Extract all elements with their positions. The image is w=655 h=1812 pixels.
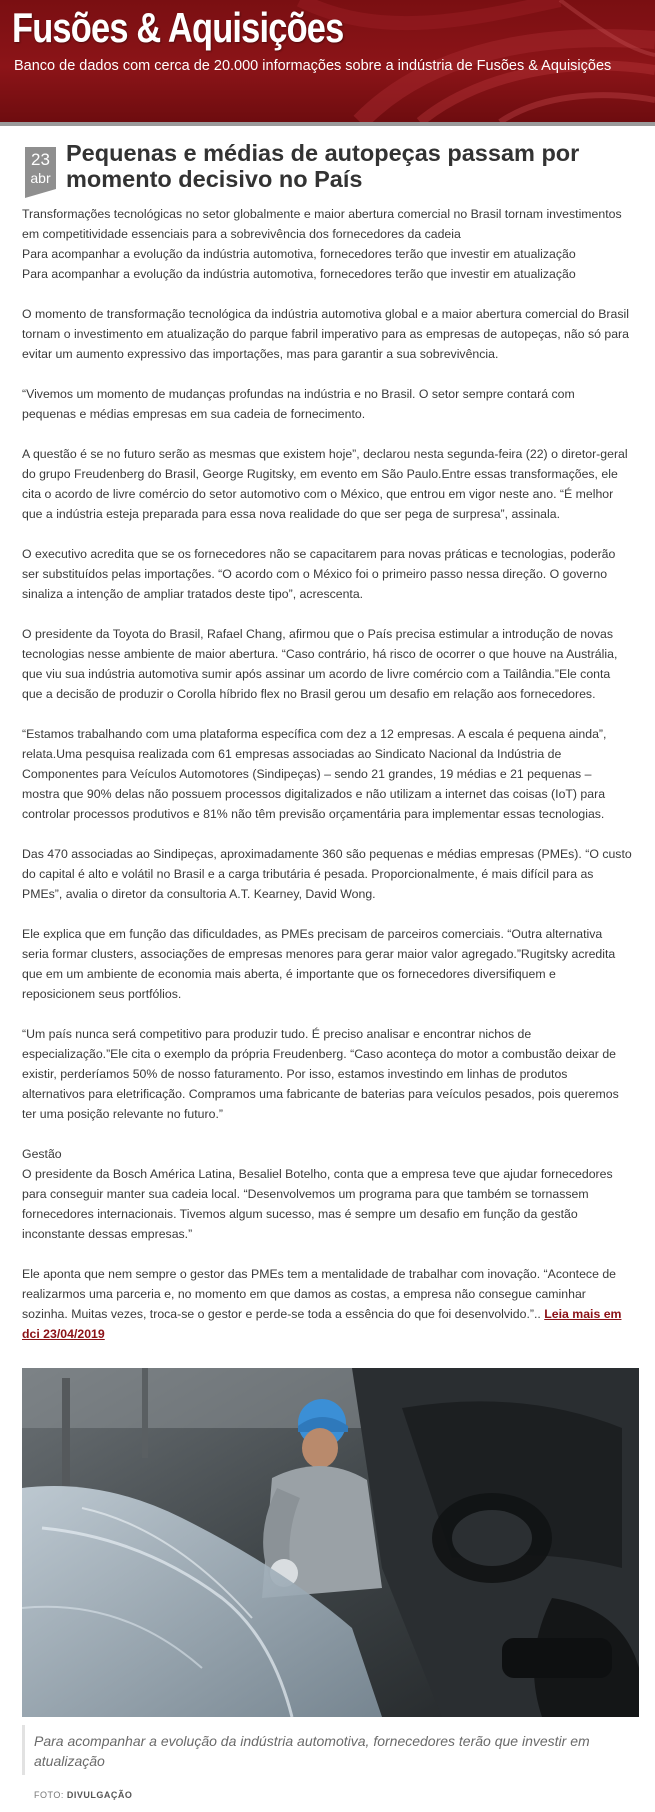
article-body [22, 204, 632, 1344]
caption-rule [22, 1725, 25, 1775]
article-paragraph: Das 470 associadas ao Sindipeças, aproximadamente 360 são pequenas e médias empresas (PMEs). “O custo do capital é alto e volátil no Brasil e a carga tributária é pesada. Proporcionalmente, é mais difícil para as PMEs”, avalia o diretor da consultoria A.T. Kearney, David Wong. [22, 847, 632, 901]
article-paragraph: “Vivemos um momento de mudanças profundas na indústria e no Brasil. O setor sempre contará com pequenas e médias empresas em sua cadeia de fornecimento. [22, 387, 575, 421]
article-paragraph: Transformações tecnológicas no setor globalmente e maior abertura comercial no Brasil tornam investimentos em competitividade essenciais para a sobrevivência dos fornecedores da cadeia Para acompanhar a evolução da indústria automotiva, fornecedores terão que investir em atualização Para acompanhar a evolução da indústria automotiva, fornecedores terão que investir em atualização [22, 207, 622, 281]
article-paragraph: O momento de transformação tecnológica da indústria automotiva global e a maior abertura comercial do Brasil tornam o investimento em atualização do parque fabril imperativo para as empresas de autopeças, não só para evitar um aumento expressivo das importações, mas para garantir a sua sobrevivência. [22, 307, 629, 361]
article-paragraph: “Estamos trabalhando com uma plataforma específica com dez a 12 empresas. A escala é pequena ainda”, relata.Uma pesquisa realizada com 61 empresas associadas ao Sindicato Nacional da Indústria de Componentes para Veículos Automotores (Sindipeças) – sendo 21 grandes, 19 médias e 21 pequenas – mostra que 90% delas não possuem processos digitalizados e não utilizam a internet das coisas (IoT) para controlar processos produtivos e 81% não têm previsão orçamentária para implementar essas tecnologias. [22, 727, 607, 821]
article-paragraph: Ele explica que em função das dificuldades, as PMEs precisam de parceiros comerciais. “Outra alternativa seria formar clusters, associações de empresas menores para gerar maior valor agregado.”Rugitsky acredita que em um ambiente de economia mais aberta, é importante que os fornecedores diversifiquem e reposicionem seus portfólios. [22, 927, 616, 1001]
site-subtitle: Banco de dados com cerca de 20.000 informações sobre a indústria de Fusões & Aquisições [14, 58, 612, 74]
date-badge-fold [25, 189, 56, 198]
article-last-paragraph [22, 1264, 632, 1344]
post-date-month: abr [30, 170, 51, 186]
last-paragraph-text: Ele aponta que nem sempre o gestor das PMEs tem a mentalidade de trabalhar com inovação. “Acontece de realizarmos uma parceria e, no momento em que damos as costas, a empresa não consegue caminhar sozinha. Muitas vezes, troca-se o gestor e perde-se toda a essência do que foi desenvolvido.”.. [22, 1267, 617, 1321]
article-paragraph: O presidente da Toyota do Brasil, Rafael Chang, afirmou que o País precisa estimular a introdução de novas tecnologias nesse ambiente de maior abertura. “Caso contrário, há risco de ocorrer o que houve na Austrália, que viu sua indústria automotiva sumir após assinar um acordo de livre comércio com a Tailândia.”Ele conta que a decisão de produzir o Corolla híbrido flex no Brasil gerou um desafio em relação aos fornecedores. [22, 627, 618, 701]
article-paragraph: “Um país nunca será competitivo para produzir tudo. É preciso analisar e encontrar nichos de especialização.”Ele cita o exemplo da própria Freudenberg. “Caso aconteça do motor a combustão deixar de existir, perderíamos 50% de nosso faturamento. Por isso, estamos investindo em linhas de produtos alternativos para eletrificação. Compramos uma fabricante de baterias para veículos pesados, pois queremos ter uma posição relevante no futuro.” [22, 1027, 619, 1121]
photo-credit-label: FOTO: [34, 1790, 64, 1800]
photo-credit [34, 1790, 132, 1800]
read-more-link[interactable]: Leia mais em dci 23/04/2019 [22, 1307, 622, 1341]
article-paragraph: O executivo acredita que se os fornecedores não se capacitarem para novas práticas e tecnologias, poderão ser substituídos pelas importações. “O acordo com o México foi o primeiro passo nessa direção. O governo sinaliza a intenção de ampliar tratados deste tipo”, acrescenta. [22, 547, 616, 601]
article-photo[interactable] [22, 1368, 639, 1717]
factory-worker-photo [22, 1368, 639, 1717]
photo-caption: Para acompanhar a evolução da indústria automotiva, fornecedores terão que investir em atualização [34, 1733, 590, 1769]
post-title[interactable]: Pequenas e médias de autopeças passam por momento decisivo no País [66, 140, 580, 192]
site-title[interactable]: Fusões & Aquisições [12, 4, 344, 51]
photo-credit-name: DIVULGAÇÃO [66, 1790, 133, 1800]
header-divider [0, 122, 655, 126]
article-paragraph: A questão é se no futuro serão as mesmas que existem hoje”, declarou nesta segunda-feira (22) o diretor-geral do grupo Freudenberg do Brasil, George Rugitsky, em evento em São Paulo.Entre essas transformações, ele cita o acordo de livre comércio do setor automotivo com o México, que entrou em vigor neste ano. “É melhor que a indústria esteja preparada para essa nova realidade do que ser pega de surpresa”, assinala. [22, 447, 628, 521]
post-date-day: 23 [31, 150, 50, 169]
post-date-badge [25, 147, 56, 189]
article-paragraph-gestao: Gestão O presidente da Bosch América Latina, Besaliel Botelho, conta que a empresa teve que ajudar fornecedores para conseguir manter sua cadeia local. “Desenvolvemos um programa para que também se tornassem fornecedores internacionais. Tivemos algum sucesso, mas é sempre um desafio em função da gestão inconstante dessas empresas.” [22, 1147, 613, 1241]
site-header-banner [0, 0, 655, 122]
